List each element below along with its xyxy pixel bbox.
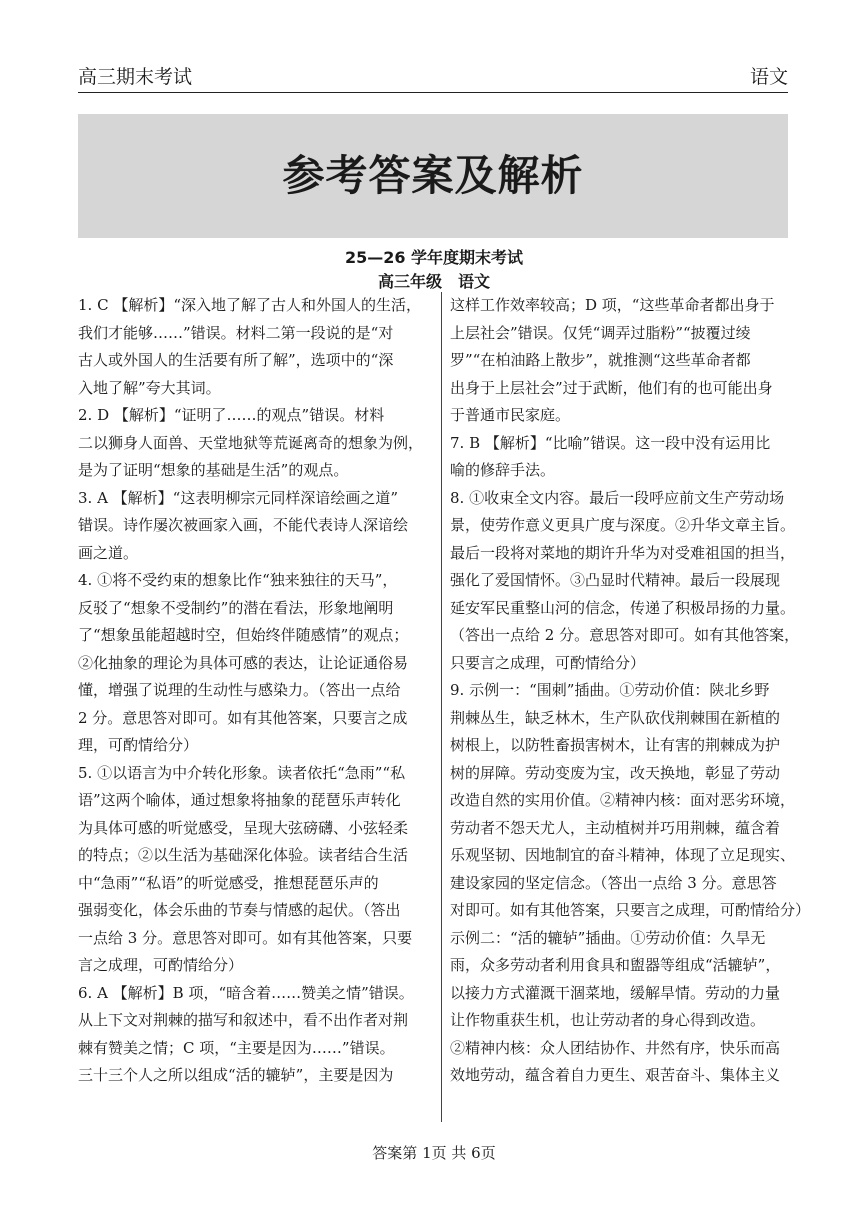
answer-line: 二以狮身人面兽、天堂地狱等荒诞离奇的想象为例， xyxy=(78,433,424,452)
answer-line: 入地了解”夸大其词。 xyxy=(78,378,221,397)
answer-line: 懂，增强了说理的生动性与感染力。（答出一点给 xyxy=(78,681,401,699)
answer-line: 强弱变化，体会乐曲的节奏与情感的起伏。（答出 xyxy=(78,901,401,919)
answer-line: 让作物重获生机，也让劳动者的身心得到改造。 xyxy=(450,1011,766,1029)
header-subject: 语文 xyxy=(749,66,788,88)
answer-line: 改造自然的实用价值。②精神内核：面对恶劣环境， xyxy=(450,791,796,809)
page-footer: 答案第 1页 共 6页 xyxy=(372,1144,496,1162)
answer-line: 从上下文对荆棘的描写和叙述中，看不出作者对荆 xyxy=(78,1011,409,1029)
exam-year-line: 25—26 学年度期末考试 xyxy=(344,248,524,267)
answer-line: 三十三个人之所以组成“活的辘轳”，主要是因为 xyxy=(78,1066,394,1084)
exam-grade-line: 高三年级 语文 xyxy=(377,272,490,291)
answer-line: 6. A 【解析】B 项，“暗含着……赞美之情”错误。 xyxy=(78,983,414,1002)
answer-line: 9. 示例一：“围刺”插曲。①劳动价值：陕北乡野 xyxy=(450,681,770,699)
answer-line: 2. D 【解析】“证明了……的观点”错误。材料 xyxy=(78,406,385,424)
answer-line: 2 分。意思答对即可。如有其他答案，只要言之成 xyxy=(78,708,408,727)
answer-line: 错误。诗作屡次被画家入画，不能代表诗人深谙绘 xyxy=(78,516,409,534)
header-exam-name: 高三期末考试 xyxy=(78,66,193,88)
answer-line: 理，可酌情给分） xyxy=(78,736,199,754)
answer-line: 言之成理，可酌情给分） xyxy=(78,956,244,974)
answer-line: 我们才能够……”错误。材料二第一段说的是“对 xyxy=(78,323,394,342)
answer-line: 喻的修辞手法。 xyxy=(450,461,556,479)
answer-line: 8. ①收束全文内容。最后一段呼应前文生产劳动场 xyxy=(450,488,785,507)
title-banner xyxy=(78,114,788,238)
answer-line: 5. ①以语言为中介转化形象。读者依托“急雨”“私 xyxy=(78,763,406,782)
answer-line: （答出一点给 2 分。意思答对即可。如有其他答案， xyxy=(450,626,800,644)
answer-line: 效地劳动，蕴含着自力更生、艰苦奋斗、集体主义 xyxy=(450,1066,781,1084)
answer-line: 古人或外国人的生活要有所了解”，选项中的“深 xyxy=(78,351,394,369)
page-header xyxy=(78,62,788,93)
answer-line: 强化了爱国情怀。③凸显时代精神。最后一段展现 xyxy=(450,571,781,589)
answer-line: 出身于上层社会”过于武断，他们有的也可能出身 xyxy=(450,378,773,397)
answer-line: 语”这两个喻体，通过想象将抽象的琵琶乐声转化 xyxy=(78,791,401,809)
answer-line: 只要言之成理，可酌情给分） xyxy=(450,653,646,672)
exam-heading xyxy=(0,246,868,294)
answers-left-column xyxy=(78,292,434,1090)
answer-line: 了“想象虽能超越时空，但始终伴随感情”的观点； xyxy=(78,626,409,644)
answer-line: 4. ①将不受约束的想象比作“独来独往的天马”， xyxy=(78,571,398,589)
column-divider xyxy=(441,292,442,1122)
answer-line: 示例二：“活的辘轳”插曲。①劳动价值：久旱无 xyxy=(450,928,766,947)
page-title: 参考答案及解析 xyxy=(282,151,584,200)
answer-line: 这样工作效率较高；D 项，“这些革命者都出身于 xyxy=(450,296,775,314)
answer-line: 树根上，以防牲畜损害树木，让有害的荆棘成为护 xyxy=(450,736,781,754)
answer-line: 1. C 【解析】“深入地了解了古人和外国人的生活， xyxy=(78,296,421,314)
answer-line: 对即可。如有其他答案，只要言之成理，可酌情给分） xyxy=(450,901,811,919)
answer-line: 是为了证明“想象的基础是生活”的观点。 xyxy=(78,461,349,479)
answer-line: 荆棘丛生，缺乏林木，生产队砍伐荆棘围在新植的 xyxy=(450,708,781,727)
answer-line: 7. B 【解析】“比喻”错误。这一段中没有运用比 xyxy=(450,433,771,452)
answer-line: 反驳了“想象不受制约”的潜在看法，形象地阐明 xyxy=(78,598,394,617)
answer-line: 上层社会”错误。仅凭“调弄过脂粉”“披覆过绫 xyxy=(450,323,751,342)
answer-line: 的特点；②以生活为基础深化体验。读者结合生活 xyxy=(78,846,409,864)
answer-line: 以接力方式灌溉干涸菜地，缓解旱情。劳动的力量 xyxy=(450,983,781,1002)
answer-line: 雨，众多劳动者利用食具和盥器等组成“活辘轳”， xyxy=(450,956,781,974)
answer-line: 最后一段将对菜地的期许升华为对受难祖国的担当， xyxy=(450,543,796,562)
answer-line: 劳动者不怨天尤人，主动植树并巧用荆棘，蕴含着 xyxy=(450,818,781,837)
answer-line: 树的屏障。劳动变废为宝，改天换地，彰显了劳动 xyxy=(450,763,781,782)
answer-line: 画之道。 xyxy=(78,543,139,562)
answer-line: 景，使劳作意义更具广度与深度。②升华文章主旨。 xyxy=(450,516,796,534)
answer-line: 一点给 3 分。意思答对即可。如有其他答案，只要 xyxy=(78,928,413,947)
answer-line: 中“急雨”“私语”的听觉感受，推想琵琶乐声的 xyxy=(78,873,379,892)
answer-line: 于普通市民家庭。 xyxy=(450,406,571,424)
answer-line: 建设家园的坚定信念。（答出一点给 3 分。意思答 xyxy=(450,873,777,892)
answer-line: 罗”“在柏油路上散步”，就推测“这些革命者都 xyxy=(450,351,751,369)
answer-line: 3. A 【解析】“这表明柳宗元同样深谙绘画之道” xyxy=(78,488,399,507)
answers-right-column xyxy=(450,292,811,1090)
answer-line: 为具体可感的听觉感受，呈现大弦磅礴、小弦轻柔 xyxy=(78,818,409,837)
answer-line: ②精神内核：众人团结协作、井然有序，快乐而高 xyxy=(450,1038,781,1057)
answer-line: ②化抽象的理论为具体可感的表达，让论证通俗易 xyxy=(78,653,409,672)
answer-line: 乐观坚韧、因地制宜的奋斗精神，体现了立足现实、 xyxy=(450,846,796,864)
answer-line: 延安军民重整山河的信念，传递了积极昂扬的力量。 xyxy=(450,598,796,617)
answer-line: 棘有赞美之情；C 项，“主要是因为……”错误。 xyxy=(78,1038,395,1057)
